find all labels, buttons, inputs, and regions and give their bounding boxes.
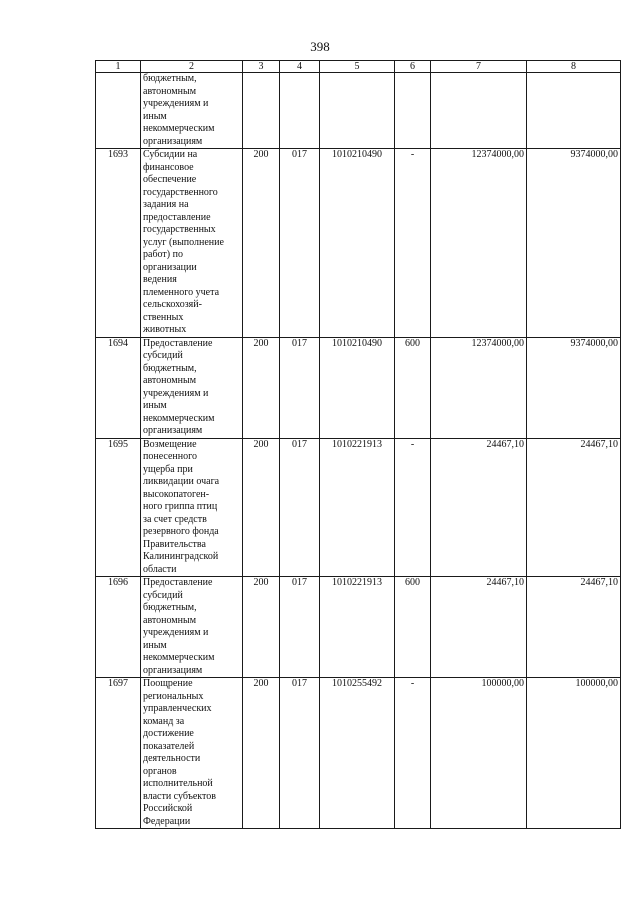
row-col-4: 017	[280, 678, 320, 829]
row-number: 1696	[96, 577, 141, 678]
table-row	[96, 73, 621, 149]
row-name-line: высокопатоген-	[143, 488, 210, 500]
row-name-line: области	[143, 563, 177, 575]
table-row	[96, 678, 621, 829]
row-name-line: учреждениям и	[143, 387, 209, 399]
header-col-2: 2	[141, 61, 243, 73]
row-name-line: Калининградской	[143, 551, 219, 562]
header-col-3: 3	[243, 61, 280, 73]
row-col-8: 9374000,00	[527, 149, 621, 338]
row-name-line: Субсидии на	[143, 149, 198, 160]
row-name-line: Возмещение	[143, 438, 197, 450]
row-col-6: -	[395, 678, 431, 829]
row-name-line: автономным	[143, 85, 197, 97]
row-name-line: субсидий	[143, 589, 183, 601]
row-name-line: ущерба при	[143, 463, 193, 475]
row-col-8: 24467,10	[527, 438, 621, 577]
row-name-line: ликвидации очага	[143, 476, 220, 487]
row-name-line: резервного фонда	[143, 526, 219, 537]
row-col-5: 1010221913	[320, 577, 395, 678]
row-name-line: показателей	[143, 740, 195, 752]
row-col-6: 600	[395, 337, 431, 438]
row-name-line: предоставление	[143, 211, 211, 223]
row-name-line: за счет средств	[143, 513, 207, 525]
row-name-line: иным	[143, 639, 167, 651]
row-name-line: Предоставление	[143, 337, 213, 349]
row-name-line: органов	[143, 765, 177, 777]
row-name	[141, 337, 243, 438]
row-col-5: 1010210490	[320, 337, 395, 438]
row-name-line: субсидий	[143, 350, 183, 361]
row-name-line: бюджетным,	[143, 362, 197, 374]
row-name-line: некоммерческим	[143, 412, 215, 424]
row-name	[141, 73, 243, 149]
row-col-7: 100000,00	[431, 678, 527, 829]
row-name-line: организациям	[143, 425, 203, 436]
row-col-6	[395, 73, 431, 149]
row-name-line: учреждениям и	[143, 98, 209, 109]
row-name-line: управленческих	[143, 703, 212, 714]
header-col-1: 1	[96, 61, 141, 73]
row-name-line: финансовое	[143, 161, 194, 173]
row-col-7: 24467,10	[431, 438, 527, 577]
row-name-line: животных	[143, 324, 187, 335]
row-number: 1695	[96, 438, 141, 577]
row-name-line: иным	[143, 400, 167, 411]
row-name-line: организациям	[143, 135, 203, 147]
row-col-8: 100000,00	[527, 678, 621, 829]
header-row	[96, 61, 621, 73]
row-col-3: 200	[243, 438, 280, 577]
row-name-line: задания на	[143, 199, 189, 210]
row-name-line: государственных	[143, 224, 216, 235]
row-name-line: автономным	[143, 375, 197, 386]
row-col-8	[527, 73, 621, 149]
row-col-3: 200	[243, 678, 280, 829]
row-name-line: ведения	[143, 274, 177, 285]
row-name-line: бюджетным,	[143, 602, 197, 613]
row-name-line: автономным	[143, 614, 197, 626]
row-col-8: 9374000,00	[527, 337, 621, 438]
row-col-7: 12374000,00	[431, 149, 527, 338]
row-name-line: работ) по	[143, 249, 183, 260]
row-name-line: власти субъектов	[143, 790, 216, 802]
header-col-7: 7	[431, 61, 527, 73]
row-name-line: Предоставление	[143, 577, 213, 588]
row-col-5: 1010255492	[320, 678, 395, 829]
row-name	[141, 577, 243, 678]
row-col-4: 017	[280, 577, 320, 678]
header-col-5: 5	[320, 61, 395, 73]
row-name-line: услуг (выполнение	[143, 236, 224, 248]
table-body	[96, 73, 621, 829]
row-name-line: региональных	[143, 690, 204, 702]
row-name-line: некоммерческим	[143, 123, 215, 134]
header-col-8: 8	[527, 61, 621, 73]
row-name-line: деятельности	[143, 753, 201, 764]
row-number: 1694	[96, 337, 141, 438]
row-name-line: сельскохозяй-	[143, 299, 202, 310]
row-name-line: учреждениям и	[143, 627, 209, 638]
row-col-3: 200	[243, 337, 280, 438]
row-name-line: племенного учета	[143, 286, 220, 298]
row-name-line: Правительства	[143, 538, 206, 550]
row-col-8: 24467,10	[527, 577, 621, 678]
row-number: 1697	[96, 678, 141, 829]
row-name	[141, 678, 243, 829]
row-name-line: некоммерческим	[143, 652, 215, 663]
row-name-line: понесенного	[143, 451, 197, 462]
row-col-7	[431, 73, 527, 149]
row-col-3: 200	[243, 149, 280, 338]
row-col-6: -	[395, 149, 431, 338]
row-name-line: Поощрение	[143, 678, 193, 689]
row-name-line: государственного	[143, 186, 218, 198]
row-col-7: 24467,10	[431, 577, 527, 678]
header-col-6: 6	[395, 61, 431, 73]
row-name-line: иным	[143, 110, 167, 122]
row-name-line: исполнительной	[143, 778, 213, 789]
row-name-line: ственных	[143, 311, 184, 323]
row-col-4: 017	[280, 438, 320, 577]
header-col-4: 4	[280, 61, 320, 73]
row-name-line: Российской	[143, 803, 193, 814]
row-col-3: 200	[243, 577, 280, 678]
row-name-line: организациям	[143, 664, 203, 676]
row-col-4	[280, 73, 320, 149]
row-number	[96, 73, 141, 149]
row-col-5	[320, 73, 395, 149]
row-name-line: бюджетным,	[143, 73, 197, 84]
row-col-4: 017	[280, 337, 320, 438]
table-row	[96, 337, 621, 438]
row-col-6: 600	[395, 577, 431, 678]
table-row	[96, 149, 621, 338]
row-col-5: 1010210490	[320, 149, 395, 338]
row-col-4: 017	[280, 149, 320, 338]
row-name	[141, 438, 243, 577]
row-col-6: -	[395, 438, 431, 577]
row-name-line: ного гриппа птиц	[143, 501, 218, 512]
row-col-7: 12374000,00	[431, 337, 527, 438]
row-name-line: организации	[143, 261, 197, 273]
row-name-line: обеспечение	[143, 174, 197, 185]
row-name	[141, 149, 243, 338]
row-name-line: Федерации	[143, 815, 191, 827]
budget-table	[95, 60, 621, 829]
row-name-line: достижение	[143, 728, 194, 739]
page-number: 398	[310, 39, 330, 54]
row-name-line: команд за	[143, 715, 185, 727]
row-col-5: 1010221913	[320, 438, 395, 577]
table-row	[96, 577, 621, 678]
row-col-3	[243, 73, 280, 149]
row-number: 1693	[96, 149, 141, 338]
table-row	[96, 438, 621, 577]
